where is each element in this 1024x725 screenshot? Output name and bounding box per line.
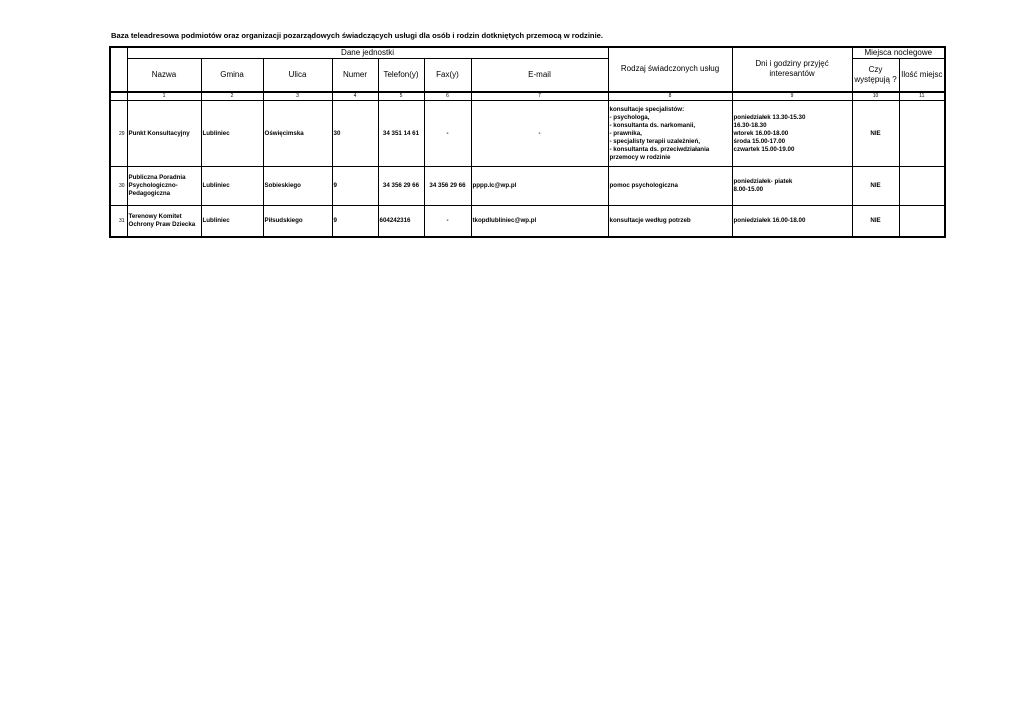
dni-cell bbox=[732, 167, 852, 206]
rodzaj-line: - specjalisty terapii uzależnień, bbox=[609, 137, 700, 145]
dni-line: poniedziałek 13.30-15.30 bbox=[733, 113, 806, 121]
column-number-cell: 8 bbox=[608, 92, 732, 101]
table-row bbox=[110, 101, 945, 167]
dane-jednostki-header: Dane jednostki bbox=[127, 47, 608, 59]
data-table bbox=[109, 46, 946, 238]
email-cell: - bbox=[471, 101, 608, 167]
fax-cell: - bbox=[424, 101, 471, 167]
row-number: 30 bbox=[110, 167, 127, 206]
dni-line: 16.30-18.30 bbox=[733, 121, 767, 129]
column-number-row bbox=[110, 92, 945, 101]
gmina-header: Gmina bbox=[201, 59, 263, 92]
rodzaj-line: konsultacje według potrzeb bbox=[609, 216, 691, 224]
telefon-header: Telefon(y) bbox=[378, 59, 424, 92]
email-cell: pppp.lc@wp.pl bbox=[471, 167, 608, 206]
ilosc-cell bbox=[899, 206, 945, 237]
fax-cell: 34 356 29 66 bbox=[424, 167, 471, 206]
email-cell: tkopdlubliniec@wp.pl bbox=[471, 206, 608, 237]
column-number-cell: 11 bbox=[899, 92, 945, 101]
dni-cell bbox=[732, 101, 852, 167]
rodzaj-header: Rodzaj świadczonych usług bbox=[608, 47, 732, 92]
telefon-cell: 34 351 14 61 bbox=[378, 101, 424, 167]
dni-line: wtorek 16.00-18.00 bbox=[733, 129, 789, 137]
czy-cell: NIE bbox=[852, 167, 899, 206]
document-title: Baza teleadresowa podmiotów oraz organizacji pozarządowych świadczących usługi dla osób i rodzin dotkniętych przemocą w rodzinie. bbox=[111, 31, 604, 40]
rodzaj-cell bbox=[608, 101, 732, 167]
fax-cell: - bbox=[424, 206, 471, 237]
gmina-cell: Lubliniec bbox=[201, 167, 263, 206]
rodzaj-line: konsultacje specjalistów: bbox=[609, 105, 685, 113]
ilosc-cell bbox=[899, 101, 945, 167]
dni-line: 8.00-15.00 bbox=[733, 186, 764, 193]
czy-cell: NIE bbox=[852, 101, 899, 167]
dni-line: czwartek 15.00-19.00 bbox=[733, 145, 795, 153]
column-number-cell: 9 bbox=[732, 92, 852, 101]
telefon-cell: 34 356 29 66 bbox=[378, 167, 424, 206]
row-number: 29 bbox=[110, 101, 127, 167]
table-row bbox=[110, 167, 945, 206]
column-number-cell: 2 bbox=[201, 92, 263, 101]
rodzaj-line: - psychologa, bbox=[609, 113, 650, 121]
dni-header: Dni i godziny przyjęć interesantów bbox=[732, 47, 852, 92]
column-number-cell: 10 bbox=[852, 92, 899, 101]
rodzaj-cell bbox=[608, 167, 732, 206]
czy-cell: NIE bbox=[852, 206, 899, 237]
rodzaj-cell bbox=[608, 206, 732, 237]
czy-header: Czy występują ? bbox=[852, 59, 899, 92]
column-number-cell: 6 bbox=[424, 92, 471, 101]
dni-line: poniedziałek 16.00-18.00 bbox=[733, 216, 806, 224]
numer-cell: 9 bbox=[332, 206, 378, 237]
dni-line: poniedziałek- piatek bbox=[733, 178, 793, 185]
numer-cell: 9 bbox=[332, 167, 378, 206]
ulica-cell: Oświęcimska bbox=[263, 101, 332, 167]
column-number-cell: 3 bbox=[263, 92, 332, 101]
column-number-cell: 5 bbox=[378, 92, 424, 101]
ulica-header: Ulica bbox=[263, 59, 332, 92]
nazwa-cell: Punkt Konsultacyjny bbox=[127, 101, 201, 167]
fax-header: Fax(y) bbox=[424, 59, 471, 92]
ulica-cell: Piłsudskiego bbox=[263, 206, 332, 237]
column-number-cell: 1 bbox=[127, 92, 201, 101]
column-number-cell: 4 bbox=[332, 92, 378, 101]
dni-line: środa 15.00-17.00 bbox=[733, 137, 786, 145]
column-number-cell bbox=[110, 92, 127, 101]
table-row bbox=[110, 206, 945, 237]
dni-cell bbox=[732, 206, 852, 237]
nazwa-cell: Publiczna Poradnia Psychologiczno-Pedagogiczna bbox=[127, 167, 201, 206]
lp-header-cell bbox=[110, 47, 127, 92]
nazwa-cell: Terenowy Komitet Ochrony Praw Dziecka bbox=[127, 206, 201, 237]
ulica-cell: Sobieskiego bbox=[263, 167, 332, 206]
numer-cell: 30 bbox=[332, 101, 378, 167]
numer-header: Numer bbox=[332, 59, 378, 92]
row-number: 31 bbox=[110, 206, 127, 237]
telefon-cell: 604242316 bbox=[378, 206, 424, 237]
email-header: E-mail bbox=[471, 59, 608, 92]
gmina-cell: Lubliniec bbox=[201, 101, 263, 167]
rodzaj-line: pomoc psychologiczna bbox=[609, 182, 678, 189]
rodzaj-line: - konsultanta ds. przeciwdziałania przemocy w rodzinie bbox=[609, 145, 710, 161]
rodzaj-line: - prawnika, bbox=[609, 129, 642, 137]
gmina-cell: Lubliniec bbox=[201, 206, 263, 237]
ilosc-header: Ilość miejsc bbox=[899, 59, 945, 92]
column-number-cell: 7 bbox=[471, 92, 608, 101]
rodzaj-line: - konsultanta ds. narkomanii, bbox=[609, 121, 696, 129]
nazwa-header: Nazwa bbox=[127, 59, 201, 92]
miejsca-header: Miejsca noclegowe bbox=[852, 47, 945, 59]
ilosc-cell bbox=[899, 167, 945, 206]
